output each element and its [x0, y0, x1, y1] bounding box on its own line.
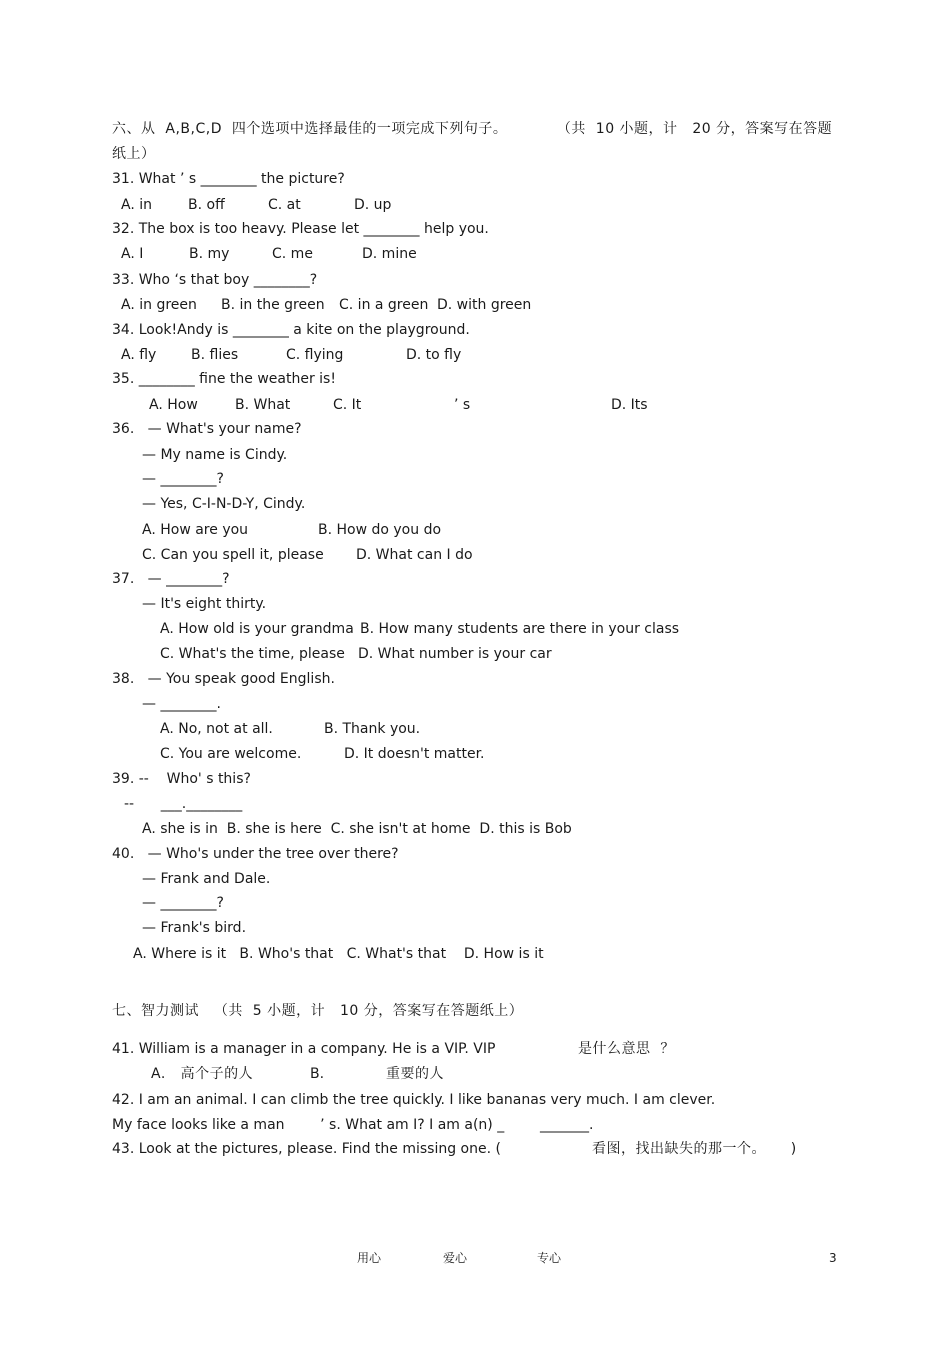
option-a: A. How old is your grandma [160, 621, 354, 637]
option-b: B. in the green [221, 297, 325, 313]
question-stem: 43. Look at the pictures, please. Find the missing one. ( [112, 1141, 501, 1157]
option-b: B. flies [191, 347, 239, 363]
question-stem: 33. Who ‘s that boy ________? [112, 272, 318, 288]
question-stem: 41. William is a manager in a company. He is a VIP. VIP [112, 1041, 496, 1057]
question-stem: 40. — Who's under the tree over there? [112, 846, 399, 862]
option-d: D. mine [362, 246, 417, 262]
option-a: A. How [149, 397, 198, 413]
option-b: B. my [189, 246, 230, 262]
option-c: C. You are welcome. [160, 746, 302, 762]
dialogue-line: — ________? [142, 895, 224, 911]
option-d: D. with green [437, 297, 532, 313]
dialogue-line: — ________? [142, 471, 224, 487]
option-a: A. 高个子的人 [151, 1066, 254, 1082]
page-number: 3 [829, 1251, 837, 1265]
option-a: A. in green [121, 297, 197, 313]
option-c: C. flying [286, 347, 344, 363]
option-b: B. Thank you. [324, 721, 421, 737]
option-c: C. me [272, 246, 313, 262]
question-line-1: 42. I am an animal. I can climb the tree quickly. I like bananas very much. I am clever. [112, 1092, 716, 1108]
question-stem: 34. Look!Andy is ________ a kite on the playground. [112, 322, 470, 338]
option-c: C. at [268, 197, 301, 213]
option-d: D. What can I do [356, 547, 473, 563]
option-d: D. up [354, 197, 392, 213]
question-stem: 39. -- Who' s this? [112, 771, 251, 787]
option-c: C. It [333, 397, 362, 413]
section-6-title-line2: 纸上） [112, 146, 156, 162]
footer-word-3: 专心 [537, 1251, 562, 1265]
question-stem: 32. The box is too heavy. Please let ________ help you. [112, 221, 489, 237]
question-stem: 31. What ’ s ________ the picture? [112, 171, 345, 187]
option-c-suffix: ’ s [454, 397, 471, 413]
question-stem: 36. — What's your name? [112, 421, 302, 437]
footer-word-2: 爱心 [443, 1251, 468, 1265]
footer-word-1: 用心 [357, 1251, 382, 1265]
option-a: A. No, not at all. [160, 721, 273, 737]
dialogue-line: — Yes, C-I-N-D-Y, Cindy. [142, 496, 306, 512]
option-b: B. off [188, 197, 225, 213]
question-stem: 37. — ________? [112, 571, 230, 587]
section-7-title: 七、智力测试 （共 5 小题，计 10 分，答案写在答题纸上） [112, 1003, 524, 1019]
option-c: C. in a green [339, 297, 429, 313]
dialogue-line: — My name is Cindy. [142, 447, 288, 463]
option-a: A. I [121, 246, 144, 262]
option-a: A. fly [121, 347, 157, 363]
option-a: A. How are you [142, 522, 249, 538]
question-stem-chinese: 看图，找出缺失的那一个。 ) [592, 1141, 797, 1157]
option-b: B. How do you do [318, 522, 442, 538]
option-c: C. What's the time, please [160, 646, 345, 662]
option-a: A. in [121, 197, 152, 213]
section-6-title-line1: 六、从 A,B,C,D 四个选项中选择最佳的一项完成下列句子。 （共 10 小题，计 20 分，答案写在答题 [112, 121, 833, 137]
option-d: D. Its [611, 397, 648, 413]
dialogue-line: — ________. [142, 696, 221, 712]
option-b: B. What [235, 397, 291, 413]
option-b-text: 重要的人 [386, 1066, 444, 1082]
question-line-2: My face looks like a man ’ s. What am I? I am a(n) _ [112, 1117, 505, 1133]
options-line: A. Where is it B. Who's that C. What's that D. How is it [133, 946, 544, 962]
option-d: D. It doesn't matter. [344, 746, 485, 762]
dialogue-line: — It's eight thirty. [142, 596, 267, 612]
dialogue-line: — Frank's bird. [142, 920, 247, 936]
option-b: B. How many students are there in your class [360, 621, 680, 637]
dialogue-line: — Frank and Dale. [142, 871, 271, 887]
answer-blank: _______. [540, 1117, 594, 1133]
option-c: C. Can you spell it, please [142, 547, 324, 563]
option-d: D. to fly [406, 347, 462, 363]
dialogue-line: -- ___.________ [124, 796, 243, 812]
question-stem: 35. ________ fine the weather is! [112, 371, 336, 387]
option-b: B. [310, 1066, 325, 1082]
question-stem-chinese: 是什么意思 ？ [578, 1041, 675, 1057]
options-line: A. she is in B. she is here C. she isn't at home D. this is Bob [142, 821, 572, 837]
question-stem: 38. — You speak good English. [112, 671, 335, 687]
option-d: D. What number is your car [358, 646, 552, 662]
